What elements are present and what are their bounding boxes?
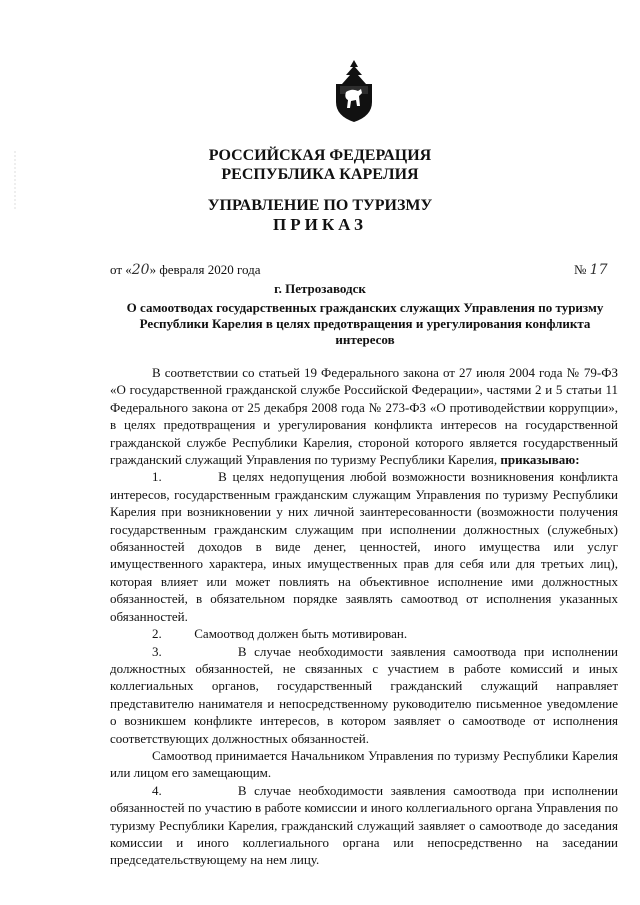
paragraph-3-number: 3. [152,643,162,659]
paragraph-4 [110,782,618,869]
number-prefix: № [574,262,587,277]
paragraph-1-text: В целях недопущения любой возможности возникновения конфликта интересов, государственным гражданским служащим Управления по туризму Республики Карелия при возникновении у них личной заинтересованности (возможности получения государственным гражданским служащим при исполнении должностных (служебных) обязанностей доходов в виде денег, ценностей, иного имущества или услуг имущественного характера, иных имущественных прав для себя или для третьих лиц), которая влияет или может повлиять на объективное исполнение ими должностных обязанностей, в обязательном порядке заявлять самоотвод от исполнения указанных обязанностей. [110,469,618,624]
order-date [110,262,261,278]
header-department: УПРАВЛЕНИЕ ПО ТУРИЗМУ [207,197,433,214]
paragraph-3 [110,643,618,747]
city: г. Петрозаводск [274,281,366,296]
preamble-bold: приказываю: [500,452,580,468]
paragraph-1 [110,468,618,625]
paragraph-4-number: 4. [152,782,162,798]
order-number [574,262,607,278]
header-federation: РОССИЙСКАЯ ФЕДЕРАЦИЯ [208,147,432,164]
header-doc-type: ПРИКАЗ [273,215,367,234]
paragraph-3-text: В случае необходимости заявления самоотвода при исполнении должностных обязанностей, не связанных с участием в работе комиссий и иных коллегиальных органов, государственный гражданский служащий направляет представителю нанимателя и непосредственному руководителю письменное уведомление о возникшем конфликте интересов, в котором заявляет о самоотводе от исполнения соответствующих должностных обязанностей. [110,643,618,746]
paragraph-2 [110,625,618,642]
karelia-coat-of-arms-icon [330,58,378,124]
order-subject: О самоотводах государственных гражданских служащих Управления по туризму Республики Карелия в целях предотвращения и урегулирования конфликта интересов [126,300,604,347]
paragraph-1-number: 1. [152,469,162,485]
date-day-handwritten: 20 [131,262,150,278]
preamble-text: В соответствии со статьей 19 Федерального закона от 27 июля 2004 года № 79-ФЗ «О государственной гражданской службе Российской Федерации», частями 2 и 5 статьи 11 Федерального закона от 25 декабря 2008 года № 273-ФЗ «О противодействии коррупции», в целях предотвращения и урегулирования конфликта интересов на государственной гражданской службе Республики Карелия, стороной которого является государственный гражданский служащий Управления по туризму Республики Карелия, [110,365,618,468]
paragraph-3-continued: Самоотвод принимается Начальником Управления по туризму Республики Карелия или лицом его замещающим. [110,747,618,781]
preamble [110,364,618,468]
paragraph-2-text: Самоотвод должен быть мотивирован. [194,626,408,642]
date-suffix: » февраля 2020 года [149,262,261,277]
paragraph-4-text: В случае необходимости заявления самоотвода при исполнении обязанностей по участию в работе комиссии и иного коллегиального органа Управления по туризму Республики Карелия, гражданский служащий заявляет о самоотводе до заседания комиссии и иного коллегиального органа или непосредственно на заседании председательствующему на нем лицу. [110,782,618,868]
paragraph-2-number: 2. [152,626,162,642]
header-republic: РЕСПУБЛИКА КАРЕЛИЯ [221,166,419,183]
date-prefix: от « [110,262,132,277]
number-value-handwritten: 17 [589,262,608,278]
order-body [110,364,618,869]
